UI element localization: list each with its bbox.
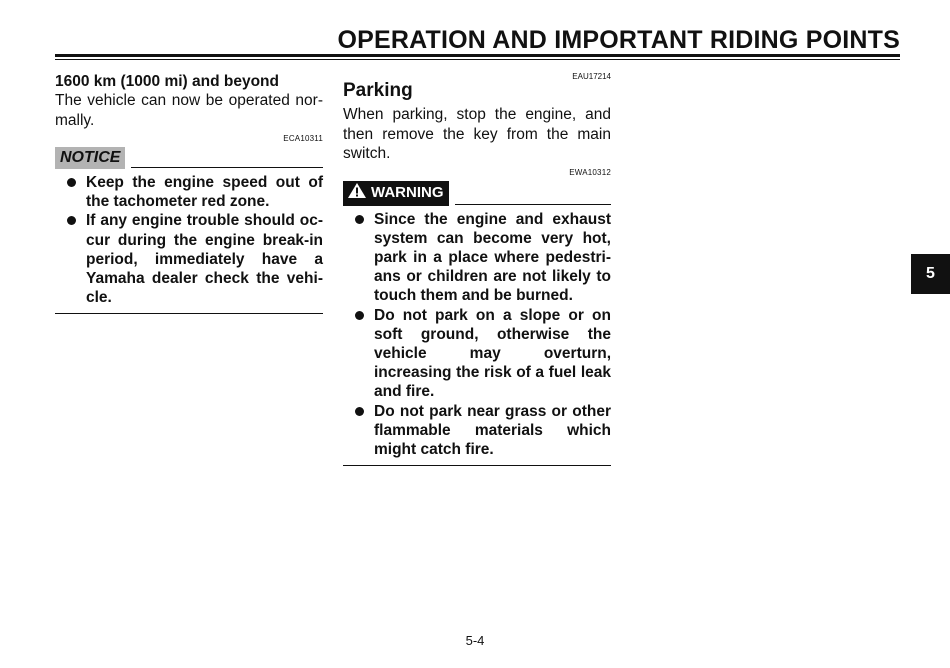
parking-code: EAU17214 [572, 72, 611, 81]
bullet-icon [67, 178, 76, 187]
page-header-title: OPERATION AND IMPORTANT RIDING POINTS [337, 26, 900, 54]
notice-end-rule [55, 313, 323, 314]
header-rule-thick [55, 54, 900, 57]
bullet-icon [67, 216, 76, 225]
left-column [55, 70, 323, 314]
list-item: If any engine trouble should oc-cur during the engine break-in period, immediately have a Yamaha dealer check the vehi-cle. [55, 211, 323, 307]
list-item: Keep the engine speed out of the tachometer red zone. [55, 173, 323, 211]
bullet-icon [355, 311, 364, 320]
chapter-tab: 5 [911, 254, 950, 294]
header-rule-thin [55, 59, 900, 60]
notice-label: NOTICE [55, 147, 125, 169]
list-item: Since the engine and exhaust system can become very hot, park in a place where pedestri-ans or children are not likely to touch them and be burned. [343, 210, 611, 306]
warning-rule [455, 204, 612, 205]
right-column [343, 70, 611, 466]
notice-list [55, 173, 323, 307]
notice-rule [131, 167, 323, 168]
list-item: Do not park near grass or other flammable materials which might catch fire. [343, 402, 611, 460]
parking-body: When parking, stop the engine, and then remove the key from the main switch. [343, 106, 611, 162]
page-number: 5-4 [465, 633, 485, 648]
warning-header [343, 181, 611, 206]
break-in-subheading: 1600 km (1000 mi) and beyond [55, 73, 279, 90]
bullet-icon [355, 215, 364, 224]
warning-label: WARNING [343, 181, 449, 206]
warning-end-rule [343, 465, 611, 466]
parking-title: Parking [343, 80, 413, 101]
notice-code: ECA10311 [283, 134, 323, 143]
warning-code: EWA10312 [569, 167, 611, 177]
bullet-icon [355, 407, 364, 416]
warning-triangle-icon [347, 182, 367, 205]
list-item: Do not park on a slope or on soft ground, otherwise the vehicle may overturn, increasing the risk of a fuel leak and fire. [343, 306, 611, 402]
warning-list [343, 210, 611, 460]
notice-header [55, 147, 323, 169]
break-in-body: The vehicle can now be operated nor-mally. [55, 92, 323, 129]
